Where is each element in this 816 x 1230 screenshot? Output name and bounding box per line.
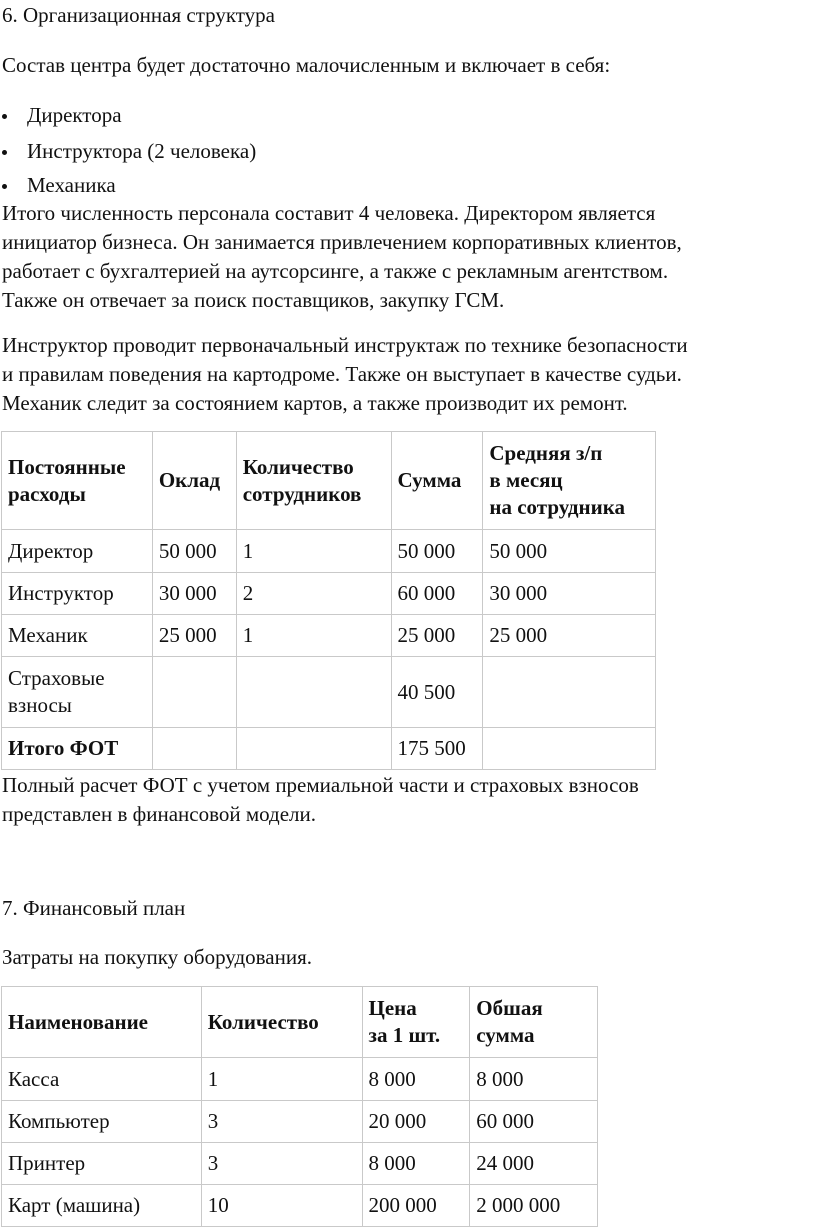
table-cell (236, 657, 391, 728)
table-cell: Касса (2, 1058, 202, 1101)
section-6-intro: Состав центра будет достаточно малочисленным и включает в себя: (2, 53, 611, 77)
bullet-icon (2, 114, 7, 119)
table-cell: 1 (236, 530, 391, 573)
column-header: Количество сотрудников (236, 432, 391, 530)
section-7-intro: Затраты на покупку оборудования. (2, 945, 313, 969)
column-header: Цена за 1 шт. (362, 987, 470, 1058)
table-cell: 50 000 (152, 530, 236, 573)
table-cell: 10 (201, 1185, 362, 1227)
section-7-heading: 7. Финансовый план (2, 896, 186, 920)
table-cell: 60 000 (391, 573, 483, 615)
table-cell (236, 728, 391, 770)
column-header: Обшая сумма (470, 987, 598, 1058)
section-6-heading: 6. Организационная структура (2, 3, 275, 27)
column-header: Наименование (2, 987, 202, 1058)
table-row (2, 1143, 598, 1185)
table-row (2, 1101, 598, 1143)
text-line: и правилам поведения на картодроме. Также он выступает в качестве судьи. (2, 362, 682, 386)
text-line: работает с бухгалтерией на аутсорсинге, а также с рекламным агентством. (2, 259, 669, 283)
text-line: инициатор бизнеса. Он занимается привлечением корпоративных клиентов, (2, 230, 682, 254)
table-cell: Карт (машина) (2, 1185, 202, 1227)
text-line: Механик следит за состоянием картов, а также производит их ремонт. (2, 391, 628, 415)
table-cell: 1 (236, 615, 391, 657)
table-cell: 25 000 (391, 615, 483, 657)
table-cell: Страховые взносы (2, 657, 153, 728)
table-cell: Компьютер (2, 1101, 202, 1143)
table-cell: Директор (2, 530, 153, 573)
table-cell: 25 000 (483, 615, 656, 657)
text-line: Итого численность персонала составит 4 человека. Директором является (2, 201, 656, 225)
table-cell: 175 500 (391, 728, 483, 770)
table-cell: 30 000 (152, 573, 236, 615)
table-header-row (2, 432, 656, 530)
staff-table (1, 431, 656, 770)
column-header: Сумма (391, 432, 483, 530)
table-cell (152, 728, 236, 770)
bullet-icon (2, 150, 7, 155)
table-cell: Итого ФОТ (2, 728, 153, 770)
table-row (2, 728, 656, 770)
table-cell: Инструктор (2, 573, 153, 615)
column-header: Постоянные расходы (2, 432, 153, 530)
table-cell: 30 000 (483, 573, 656, 615)
text-line: Полный расчет ФОТ с учетом премиальной части и страховых взносов (2, 773, 639, 797)
table-row (2, 1058, 598, 1101)
table-cell (483, 728, 656, 770)
bullet-icon (2, 184, 7, 189)
table-cell: Принтер (2, 1143, 202, 1185)
table-row (2, 657, 656, 728)
table-row (2, 615, 656, 657)
table-cell (483, 657, 656, 728)
table-cell: 2 (236, 573, 391, 615)
table-cell: 50 000 (483, 530, 656, 573)
text-line: Также он отвечает за поиск поставщиков, закупку ГСМ. (2, 288, 505, 312)
table-cell: 2 000 000 (470, 1185, 598, 1227)
table-cell: 60 000 (470, 1101, 598, 1143)
table-cell: Механик (2, 615, 153, 657)
table-cell: 3 (201, 1143, 362, 1185)
table-cell: 200 000 (362, 1185, 470, 1227)
table-cell: 24 000 (470, 1143, 598, 1185)
table-cell: 8 000 (470, 1058, 598, 1101)
table-header-row (2, 987, 598, 1058)
column-header: Оклад (152, 432, 236, 530)
table-cell: 20 000 (362, 1101, 470, 1143)
table-cell: 1 (201, 1058, 362, 1101)
table-cell: 40 500 (391, 657, 483, 728)
column-header: Средняя з/п в месяц на сотрудника (483, 432, 656, 530)
table-row (2, 1185, 598, 1227)
table-row (2, 530, 656, 573)
text-line: Инструктор проводит первоначальный инструктаж по технике безопасности (2, 333, 688, 357)
table-cell: 8 000 (362, 1058, 470, 1101)
equipment-table (1, 986, 598, 1227)
table-cell: 50 000 (391, 530, 483, 573)
table-cell: 8 000 (362, 1143, 470, 1185)
text-line: представлен в финансовой модели. (2, 802, 317, 826)
column-header: Количество (201, 987, 362, 1058)
table-cell: 25 000 (152, 615, 236, 657)
table-cell (152, 657, 236, 728)
table-row (2, 573, 656, 615)
table-cell: 3 (201, 1101, 362, 1143)
